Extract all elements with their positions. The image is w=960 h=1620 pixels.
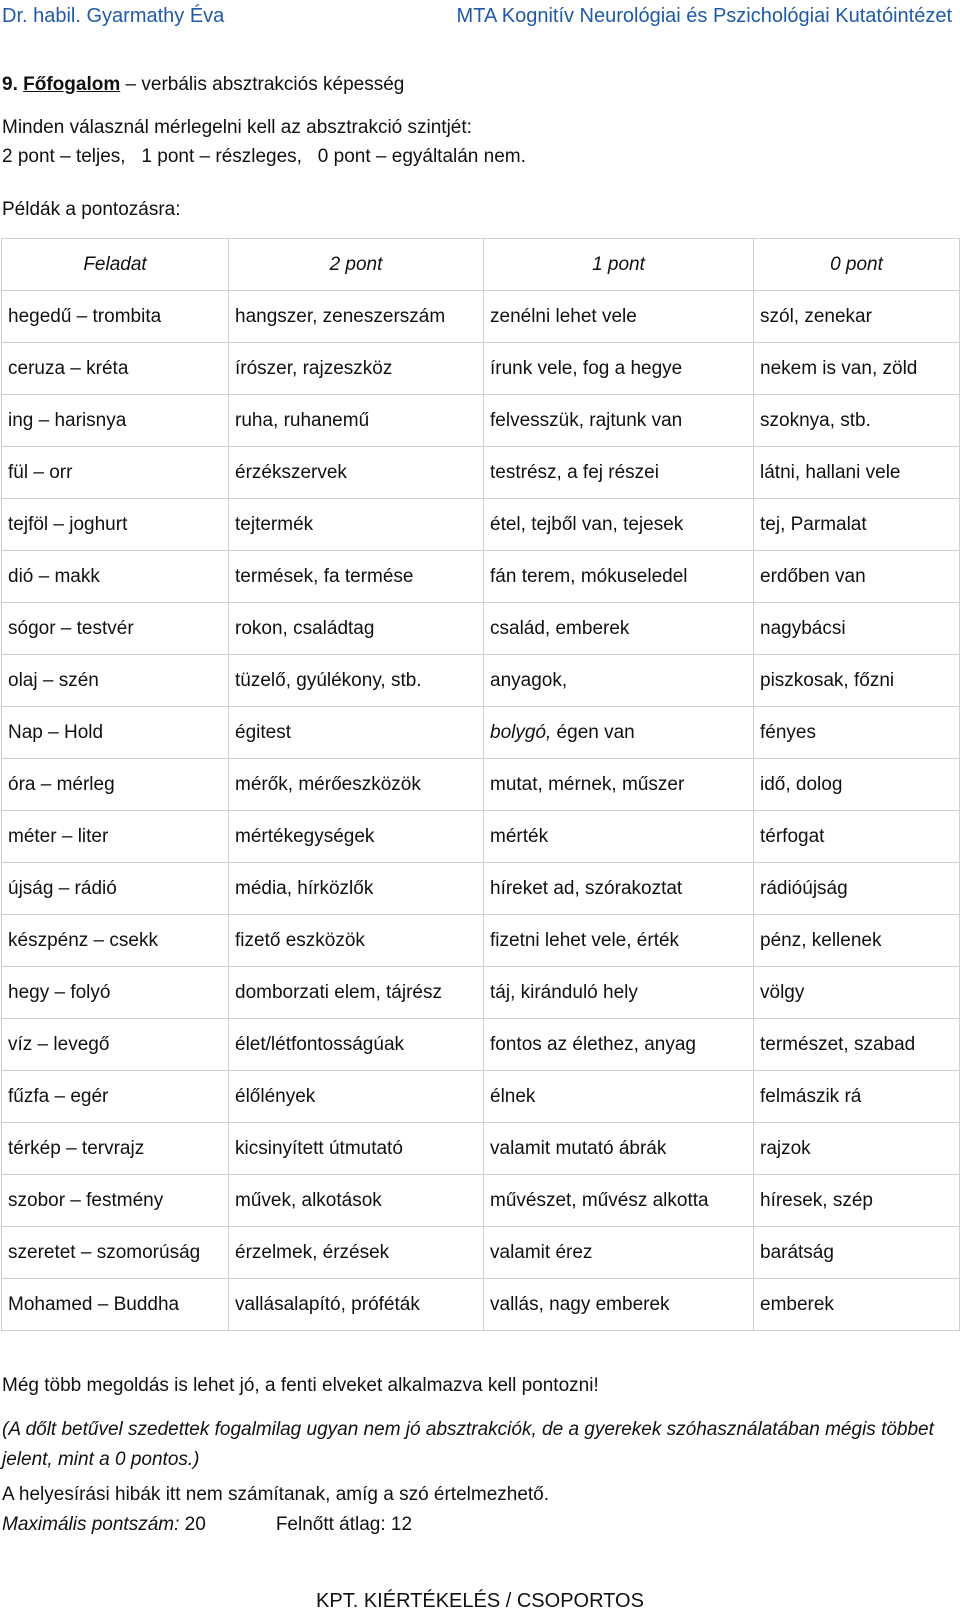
cell-1-pont-text: család, emberek: [490, 617, 630, 639]
cell-task: tejföl – joghurt: [2, 499, 229, 551]
cell-0-pont: szoknya, stb.: [754, 395, 960, 447]
cell-2-pont: égitest: [229, 707, 484, 759]
cell-1-pont: [484, 1175, 754, 1227]
cell-1-pont: [484, 915, 754, 967]
cell-2-pont: kicsinyített útmutató: [229, 1123, 484, 1175]
cell-task: térkép – tervrajz: [2, 1123, 229, 1175]
cell-0-pont: idő, dolog: [754, 759, 960, 811]
cell-0-pont: erdőben van: [754, 551, 960, 603]
cell-2-pont: hangszer, zeneszerszám: [229, 291, 484, 343]
cell-0-pont: piszkosak, főzni: [754, 655, 960, 707]
cell-2-pont: fizető eszközök: [229, 915, 484, 967]
cell-1-pont-text: mutat, mérnek, műszer: [490, 773, 685, 795]
cell-1-pont-text: vallás, nagy emberek: [490, 1293, 670, 1315]
cell-0-pont: nekem is van, zöld: [754, 343, 960, 395]
table-row: [2, 915, 960, 967]
cell-2-pont: vallásalapító, próféták: [229, 1279, 484, 1331]
table-row: [2, 655, 960, 707]
table-row: [2, 1227, 960, 1279]
cell-0-pont: szól, zenekar: [754, 291, 960, 343]
cell-task: Mohamed – Buddha: [2, 1279, 229, 1331]
cell-task: újság – rádió: [2, 863, 229, 915]
cell-task: fül – orr: [2, 447, 229, 499]
cell-1-pont-text: zenélni lehet vele: [490, 305, 637, 327]
cell-task: készpénz – csekk: [2, 915, 229, 967]
cell-1-pont-text: anyagok,: [490, 669, 568, 691]
cell-2-pont: művek, alkotások: [229, 1175, 484, 1227]
header-task: Feladat: [2, 239, 229, 291]
table-row: [2, 1019, 960, 1071]
table-row: [2, 343, 960, 395]
cell-0-pont: látni, hallani vele: [754, 447, 960, 499]
cell-1-pont-text: étel, tejből van, tejesek: [490, 513, 684, 535]
cell-2-pont: tejtermék: [229, 499, 484, 551]
cell-1-pont-text: mérték: [490, 825, 549, 847]
adult-average: Felnőtt átlag: 12: [275, 1514, 413, 1535]
cell-1-pont: [484, 811, 754, 863]
cell-0-pont: völgy: [754, 967, 960, 1019]
section-keyword: Főfogalom: [23, 74, 121, 95]
table-row: [2, 499, 960, 551]
cell-1-pont: [484, 603, 754, 655]
table-row: [2, 707, 960, 759]
institute-name: MTA Kognitív Neurológiai és Pszichológiai Kutatóintézet: [456, 5, 952, 27]
cell-0-pont: térfogat: [754, 811, 960, 863]
more-solutions-note: Még több megoldás is lehet jó, a fenti elveket alkalmazva kell pontozni!: [2, 1375, 599, 1396]
table-row: [2, 291, 960, 343]
cell-task: hegedű – trombita: [2, 291, 229, 343]
cell-1-pont-text: égen van: [551, 721, 635, 743]
cell-1-pont: [484, 1227, 754, 1279]
cell-2-pont: mérők, mérőeszközök: [229, 759, 484, 811]
cell-1-pont-text: valamit mutató ábrák: [490, 1137, 667, 1159]
cell-1-pont-text: fizetni lehet vele, érték: [490, 929, 680, 951]
table-row: [2, 1071, 960, 1123]
header-0-pont: 0 pont: [754, 239, 960, 291]
cell-1-pont-text: felvesszük, rajtunk van: [490, 409, 683, 431]
section-title: [2, 74, 404, 96]
cell-2-pont: tüzelő, gyúlékony, stb.: [229, 655, 484, 707]
table-row: [2, 1279, 960, 1331]
cell-1-pont: [484, 759, 754, 811]
table-row: [2, 1175, 960, 1227]
cell-task: méter – liter: [2, 811, 229, 863]
cell-2-pont: írószer, rajzeszköz: [229, 343, 484, 395]
cell-0-pont: pénz, kellenek: [754, 915, 960, 967]
cell-1-pont: [484, 395, 754, 447]
cell-task: sógor – testvér: [2, 603, 229, 655]
header-2-pont: 2 pont: [229, 239, 484, 291]
italic-note: (A dőlt betűvel szedettek fogalmilag ugyan nem jó absztrakciók, de a gyerekek szóhasználatában mégis többet jelent, mint a 0 pontos.): [2, 1419, 934, 1470]
intro-line-2: 2 pont – teljes, 1 pont – részleges, 0 pont – egyáltalán nem.: [2, 146, 526, 167]
table-row: [2, 395, 960, 447]
cell-task: olaj – szén: [2, 655, 229, 707]
cell-1-pont-text: írunk vele, fog a hegye: [490, 357, 683, 379]
cell-0-pont: nagybácsi: [754, 603, 960, 655]
section-subtitle: – verbális absztrakciós képesség: [120, 74, 405, 95]
table-row: [2, 551, 960, 603]
cell-2-pont: érzékszervek: [229, 447, 484, 499]
cell-1-pont: [484, 499, 754, 551]
cell-0-pont: emberek: [754, 1279, 960, 1331]
examples-label: Példák a pontozásra:: [2, 199, 181, 220]
table-row: [2, 967, 960, 1019]
cell-1-pont-text: élnek: [490, 1085, 536, 1107]
page-header: [0, 3, 960, 33]
cell-1-pont-text: valamit érez: [490, 1241, 593, 1263]
table-row: [2, 447, 960, 499]
cell-0-pont: felmászik rá: [754, 1071, 960, 1123]
table-row: [2, 863, 960, 915]
header-1-pont: 1 pont: [484, 239, 754, 291]
cell-2-pont: érzelmek, érzések: [229, 1227, 484, 1279]
section-number: 9.: [2, 74, 18, 95]
cell-task: szobor – festmény: [2, 1175, 229, 1227]
cell-0-pont: barátság: [754, 1227, 960, 1279]
table-row: [2, 603, 960, 655]
cell-0-pont: híresek, szép: [754, 1175, 960, 1227]
cell-1-pont-text: fán terem, mókuseledel: [490, 565, 688, 587]
cell-task: ceruza – kréta: [2, 343, 229, 395]
max-score-label: Maximális pontszám:: [2, 1514, 180, 1535]
cell-1-pont-text: fontos az élethez, anyag: [490, 1033, 696, 1055]
cell-0-pont: tej, Parmalat: [754, 499, 960, 551]
page-footer: KPT. KIÉRTÉKELÉS / CSOPORTOS: [316, 1590, 644, 1612]
cell-2-pont: domborzati elem, tájrész: [229, 967, 484, 1019]
cell-task: óra – mérleg: [2, 759, 229, 811]
spelling-note: A helyesírási hibák itt nem számítanak, amíg a szó értelmezhető.: [2, 1484, 550, 1505]
cell-task: dió – makk: [2, 551, 229, 603]
table-header-row: [2, 239, 960, 291]
cell-1-pont: [484, 1123, 754, 1175]
cell-1-pont: [484, 967, 754, 1019]
cell-2-pont: mértékegységek: [229, 811, 484, 863]
table-row: [2, 1123, 960, 1175]
cell-0-pont: természet, szabad: [754, 1019, 960, 1071]
max-score-value: 20: [179, 1514, 206, 1535]
cell-0-pont: rajzok: [754, 1123, 960, 1175]
cell-1-pont: [484, 343, 754, 395]
author-name: Dr. habil. Gyarmathy Éva: [2, 5, 225, 27]
cell-2-pont: élet/létfontosságúak: [229, 1019, 484, 1071]
cell-0-pont: rádióújság: [754, 863, 960, 915]
cell-1-pont: [484, 447, 754, 499]
cell-2-pont: média, hírközlők: [229, 863, 484, 915]
table-body: [2, 291, 960, 1331]
cell-2-pont: termések, fa termése: [229, 551, 484, 603]
cell-1-pont-text: táj, kiránduló hely: [490, 981, 638, 1003]
table-row: [2, 759, 960, 811]
cell-0-pont: fényes: [754, 707, 960, 759]
cell-1-pont: [484, 655, 754, 707]
cell-2-pont: ruha, ruhanemű: [229, 395, 484, 447]
cell-1-pont-text: híreket ad, szórakoztat: [490, 877, 683, 899]
cell-2-pont: rokon, családtag: [229, 603, 484, 655]
cell-task: ing – harisnya: [2, 395, 229, 447]
cell-2-pont: élőlények: [229, 1071, 484, 1123]
cell-task: víz – levegő: [2, 1019, 229, 1071]
cell-1-pont: [484, 551, 754, 603]
cell-task: fűzfa – egér: [2, 1071, 229, 1123]
cell-task: Nap – Hold: [2, 707, 229, 759]
cell-1-pont-text: művészet, művész alkotta: [490, 1189, 709, 1211]
intro-line-1: Minden válasznál mérlegelni kell az absztrakció szintjét:: [2, 117, 472, 138]
cell-1-pont: [484, 1279, 754, 1331]
cell-task: szeretet – szomorúság: [2, 1227, 229, 1279]
table-row: [2, 811, 960, 863]
cell-1-pont-italic: bolygó,: [490, 721, 552, 743]
score-summary: [2, 1514, 412, 1536]
cell-1-pont-text: testrész, a fej részei: [490, 461, 659, 483]
scoring-table: [1, 238, 960, 1331]
cell-1-pont: [484, 863, 754, 915]
cell-1-pont: [484, 1019, 754, 1071]
cell-1-pont: [484, 291, 754, 343]
cell-task: hegy – folyó: [2, 967, 229, 1019]
cell-1-pont: [484, 707, 754, 759]
cell-1-pont: [484, 1071, 754, 1123]
